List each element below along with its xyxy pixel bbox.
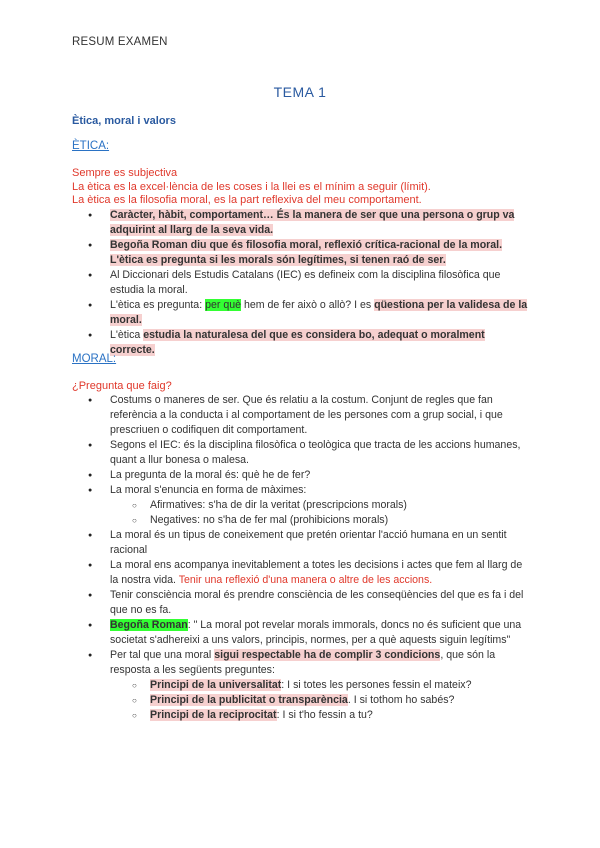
sub-list-item [110, 498, 532, 513]
list-item [72, 298, 532, 328]
etica-line-2: La ètica es la excel·lència de les coses i la llei es el mínim a seguir (límit). [72, 180, 431, 193]
maxim-negative: Negatives: no s'ha de fer mal (prohibicions morals) [150, 514, 389, 526]
moral-b6-text: La moral ens acompanya inevitablement a totes les decisions i actes que fem al llarg de la nostra vida. [110, 559, 523, 586]
list-item [72, 483, 532, 528]
sub-list-item [110, 513, 532, 528]
list-item [72, 618, 532, 648]
page-header: RESUM EXAMEN [72, 36, 168, 48]
etica-b5-text: L'ètica [110, 329, 144, 341]
maxim-affirmative: Afirmatives: s'ha de dir la veritat (prescripcions morals) [150, 499, 407, 511]
principle-name: Principi de la publicitat o transparència [150, 694, 348, 706]
moral-b3: La pregunta de la moral és: què he de fer? [110, 469, 311, 481]
list-item [72, 393, 532, 438]
principle-question: . I si tothom ho sabés? [347, 694, 455, 706]
list-item [72, 268, 532, 298]
etica-b4-highlight-1: per què [205, 299, 242, 311]
etica-line-1: Sempre es subjectiva [72, 167, 178, 179]
etica-b1: Caràcter, hàbit, comportament… És la manera de ser que una persona o grup va adquirint al llarg de la seva vida. [110, 209, 515, 236]
sub-list-item [110, 693, 532, 708]
moral-list [72, 393, 532, 723]
list-item [72, 238, 532, 268]
etica-b4-text-1: L'ètica es pregunta: [110, 299, 206, 311]
moral-b2: Segons el IEC: és la disciplina filosòfica o teològica que tracta de les accions humanes, quant a llur bonesa o malesa. [110, 439, 521, 466]
sub-list-item [110, 678, 532, 693]
sub-list-item [110, 708, 532, 723]
etica-line-3: La ètica es la filosofia moral, es la part reflexiva del meu comportament. [72, 194, 422, 206]
list-item [72, 648, 532, 723]
moral-b1: Costums o maneres de ser. Que és relatiu a la costum. Conjunt de regles que fan referència a la conducta i al comportament de les persones com a grup social, i que prescriuen o codifiquen dit comportament. [110, 394, 503, 436]
moral-b8-highlight: Begoña Roman [110, 619, 188, 631]
moral-question: ¿Pregunta que faig? [72, 380, 172, 392]
list-item [72, 528, 532, 558]
moral-b9-highlight: sigui respectable ha de complir 3 condicions [214, 649, 441, 661]
etica-b2: Begoña Roman diu que és filosofia moral, reflexió crítica-racional de la moral. L'ètica es pregunta si les morals són legítimes, si tenen raó de ser. [110, 239, 503, 266]
etica-b4-highlight-2: qüestiona per la validesa de la moral. [110, 299, 528, 326]
principle-question: : I si totes les persones fessin el mateix? [281, 679, 472, 691]
principle-name: Principi de la reciprocitat [150, 709, 277, 721]
etica-b4-text-2: hem de fer això o allò? I es [241, 299, 375, 311]
principles-sublist [110, 678, 532, 723]
etica-list [72, 208, 532, 358]
principle-name: Principi de la universalitat [150, 679, 282, 691]
moral-b6-red: Tenir una reflexió d'una manera o altre de les accions. [178, 574, 433, 586]
list-item [72, 438, 532, 468]
etica-heading: ÈTICA: [72, 140, 110, 152]
list-item [72, 588, 532, 618]
etica-b5-highlight: estudia la naturalesa del que es considera bo, adequat o moralment correcte. [110, 329, 485, 356]
list-item [72, 328, 532, 358]
maxims-sublist [110, 498, 532, 528]
list-item [72, 558, 532, 588]
moral-b9-text-2: , que són la resposta a les següents preguntes: [110, 649, 496, 676]
moral-b4: La moral s'enuncia en forma de màximes: [110, 484, 307, 496]
moral-b5: La moral és un tipus de coneixement que pretén orientar l'acció humana en un sentit racional [110, 529, 507, 556]
moral-heading: MORAL: [72, 353, 117, 365]
moral-b8-text: : " La moral pot revelar morals immorals, doncs no és suficient que una societat s'adhereixi a uns valors, principis, normes, per a què aquests siguin legítims" [110, 619, 522, 646]
list-item [72, 208, 532, 238]
moral-b7: Tenir consciència moral és prendre consciència de les conseqüències del que es fa i del que no es fa. [110, 589, 524, 616]
list-item [72, 468, 532, 483]
page-title: TEMA 1 [273, 84, 327, 100]
principle-question: : I si t'ho fessin a tu? [276, 709, 373, 721]
etica-intro [72, 167, 532, 208]
moral-b9-text-1: Per tal que una moral [110, 649, 215, 661]
etica-b3: Al Diccionari dels Estudis Catalans (IEC) es defineix com la disciplina filosòfica que estudia la moral. [110, 269, 501, 296]
page-subtitle: Ètica, moral i valors [72, 115, 176, 127]
